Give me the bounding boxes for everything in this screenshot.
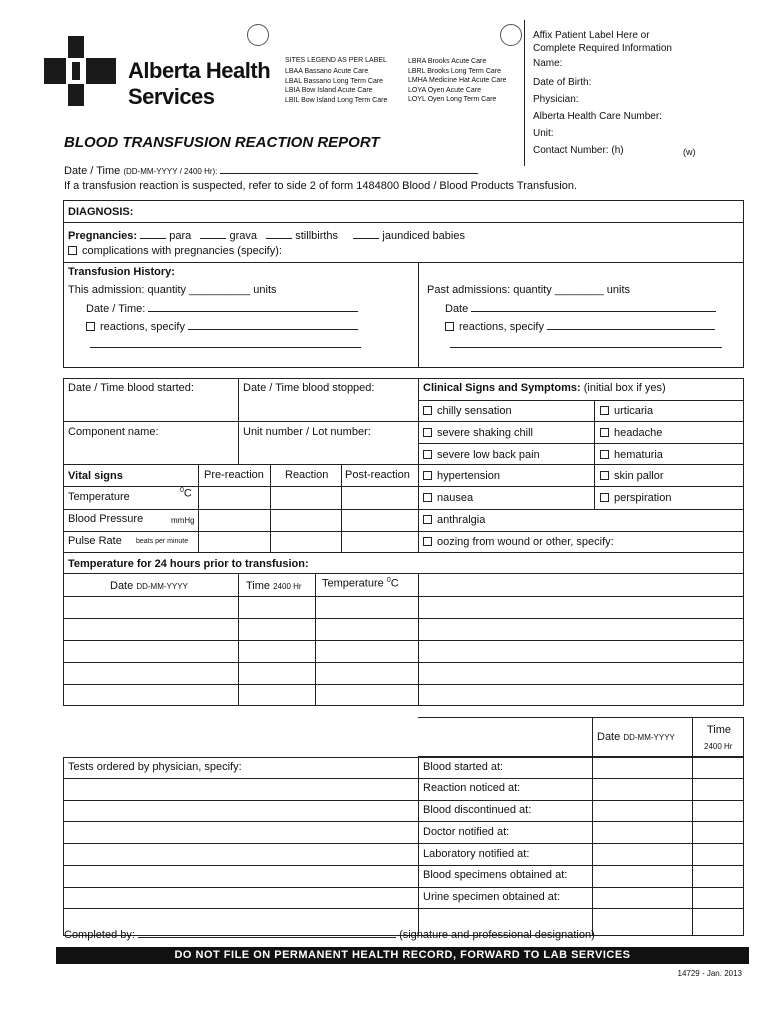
event-row: Blood specimens obtained at: [423,869,568,881]
sites-legend-left [285,67,387,105]
event-row: Reaction noticed at: [423,782,521,794]
date-time-header-box [418,717,744,757]
patient-unit-field[interactable]: Unit: [533,128,554,139]
logo-line2: Services [128,84,215,109]
temp24-time-header: Time 2400 Hr [246,580,302,592]
site-item: LBAA Bassano Acute Care [285,68,369,75]
symptom-urticaria: urticaria [600,405,653,417]
symptom-shaking: severe shaking chill [423,427,533,439]
para-input[interactable] [140,228,166,239]
complications-row: complications with pregnancies (specify): [68,245,282,257]
site-item: LBIL Bow Island Long Term Care [285,96,388,104]
symptom-anthralgia: anthralgia [423,514,485,526]
event-row: Doctor notified at: [423,826,510,838]
blood-pressure-label: Blood Pressure [68,513,144,525]
temperature-label: Temperature [68,491,130,503]
this-admission-quantity: This admission: quantity __________ units [68,284,277,296]
complications-checkbox[interactable] [68,246,77,255]
event-row: Blood started at: [423,761,504,773]
past-reactions-input[interactable] [547,319,715,330]
component-name-field[interactable]: Component name: [68,426,159,438]
this-admission-extra-line[interactable] [90,347,361,348]
patient-dob-field[interactable]: Date of Birth: [533,77,592,88]
symptom-checkbox[interactable] [423,471,432,480]
punch-hole-right-icon [500,24,522,46]
event-row: Urine specimen obtained at: [423,891,560,903]
pre-reaction-header: Pre-reaction [204,469,264,481]
page-title: BLOOD TRANSFUSION REACTION REPORT [64,134,380,151]
temp24-heading: Temperature for 24 hours prior to transfusion: [68,558,309,570]
instruction-text: If a transfusion reaction is suspected, refer to side 2 of form 1484800 Blood / Blood Products Transfusion. [64,180,578,192]
past-admissions-date-input[interactable] [471,301,716,312]
grava-input[interactable] [200,228,226,239]
this-admission-date-input[interactable] [148,301,358,312]
completed-by-input[interactable] [138,927,396,938]
completed-by-row: Completed by: (signature and professional designation) [64,929,595,941]
date-time-input[interactable] [220,163,478,174]
event-row: Blood discontinued at: [423,804,532,816]
symptom-checkbox[interactable] [423,406,432,415]
post-reaction-header: Post-reaction [345,469,410,481]
form-number: 14729 - Jan. 2013 [677,969,742,978]
clinical-heading: Clinical Signs and Symptoms: (initial box if yes) [423,382,666,394]
pulse-rate-unit: beats per minute [136,538,189,545]
symptom-hypertension: hypertension [423,470,500,482]
site-item: LBAL Bassano Long Term Care [285,77,384,85]
patient-name-field[interactable]: Name: [533,58,563,69]
site-item: LMHA Medicine Hat Acute Care [408,77,507,84]
unit-lot-field[interactable]: Unit number / Lot number: [243,426,371,438]
this-admission-reactions-checkbox[interactable] [86,322,95,331]
tests-date-header: Date DD-MM-YYYY [597,731,675,743]
tests-time-format: 2400 Hr [704,742,733,751]
patient-physician-field[interactable]: Physician: [533,94,579,105]
this-admission-date: Date / Time: [86,301,358,315]
past-admissions-date: Date [445,301,716,315]
symptom-chilly: chilly sensation [423,405,512,417]
symptom-checkbox[interactable] [600,428,609,437]
symptom-checkbox[interactable] [423,450,432,459]
tests-time-header: Time [707,724,732,736]
ahs-logo-icon [44,36,120,108]
past-admissions-quantity: Past admissions: quantity ________ units [427,284,631,296]
site-item: LBRA Brooks Acute Care [408,58,487,65]
sites-legend-title: SITES LEGEND AS PER LABEL [285,57,387,64]
vital-signs-heading: Vital signs [68,470,123,482]
tests-ordered-label: Tests ordered by physician, specify: [68,761,242,773]
symptom-checkbox[interactable] [423,537,432,546]
symptom-checkbox[interactable] [423,515,432,524]
date-time-line: Date / Time (DD-MM-YYYY / 2400 Hr): [64,163,478,177]
logo-line1: Alberta Health [128,58,271,83]
symptom-checkbox[interactable] [423,428,432,437]
symptom-skin-pallor: skin pallor [600,470,664,482]
reaction-header: Reaction [285,469,329,481]
blood-pressure-unit: mmHg [171,516,195,525]
sites-legend-right [408,57,506,105]
symptom-back-pain: severe low back pain [423,449,540,461]
transfusion-history-heading: Transfusion History: [68,266,175,278]
symptom-checkbox[interactable] [600,406,609,415]
site-item: LBRL Brooks Long Term Care [408,67,501,75]
stillbirths-input[interactable] [266,228,292,239]
temp24-temperature-header: Temperature $^0$C [322,577,399,590]
symptom-perspiration: perspiration [600,492,671,504]
symptom-nausea: nausea [423,492,473,504]
jaundiced-input[interactable] [353,228,379,239]
past-admissions-extra-line[interactable] [450,347,722,348]
past-admissions-reactions: reactions, specify [445,319,715,333]
symptom-checkbox[interactable] [600,493,609,502]
site-item: LBIA Bow Island Acute Care [285,87,373,94]
patient-ahcn-field[interactable]: Alberta Health Care Number: [533,111,662,122]
site-item: LOYA Oyen Acute Care [408,86,482,94]
symptom-checkbox[interactable] [423,493,432,502]
this-admission-reactions: reactions, specify [86,319,358,333]
patient-contact-work-field[interactable]: (w) [683,147,696,157]
symptom-headache: headache [600,427,662,439]
site-item: LOYL Oyen Long Term Care [408,96,497,103]
symptom-checkbox[interactable] [600,450,609,459]
symptom-oozing: oozing from wound or other, specify: [423,536,614,548]
this-admission-reactions-input[interactable] [188,319,358,330]
blood-stopped-field[interactable]: Date / Time blood stopped: [243,382,375,394]
pulse-rate-label: Pulse Rate [68,535,122,547]
past-reactions-checkbox[interactable] [445,322,454,331]
blood-started-field[interactable]: Date / Time blood started: [68,382,194,394]
pregnancies-row: Pregnancies: para grava stillbirths jaundiced babies [68,230,465,242]
temperature-unit: $^0$C [180,487,192,500]
symptom-checkbox[interactable] [600,471,609,480]
diagnosis-heading: DIAGNOSIS: [68,206,134,218]
tests-table [63,757,744,936]
patient-label-instruction: Affix Patient Label Here or Complete Required Information [533,30,672,54]
patient-contact-home-field[interactable]: Contact Number: (h) [533,145,624,156]
footer-banner: DO NOT FILE ON PERMANENT HEALTH RECORD, FORWARD TO LAB SERVICES [56,947,749,964]
punch-hole-left-icon [247,24,269,46]
event-row: Laboratory notified at: [423,848,530,860]
temp24-date-header: Date DD-MM-YYYY [110,580,188,592]
symptom-hematuria: hematuria [600,449,663,461]
